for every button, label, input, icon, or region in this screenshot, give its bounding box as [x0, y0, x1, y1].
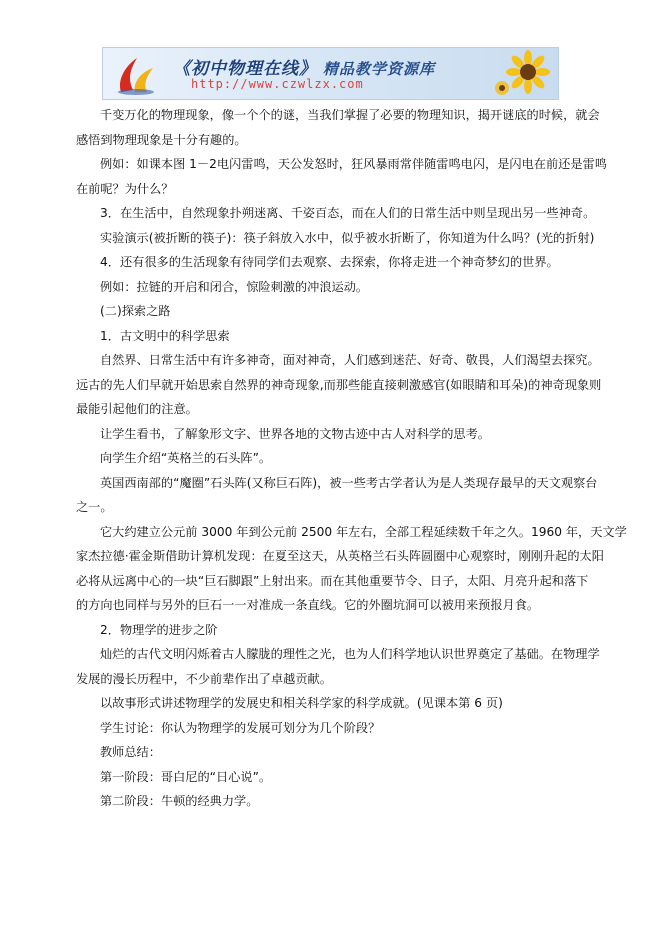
text-line: 家杰拉德·霍金斯借助计算机发现：在夏至这天，从英格兰石头阵圆圈中心观察时，刚刚升起的太阳: [76, 549, 604, 563]
text-line: 4．还有很多的生活现象有待同学们去观察、去探索，你将走进一个神奇梦幻的世界。: [100, 255, 559, 269]
banner-url: http://www.czwlzx.com: [191, 77, 364, 91]
text-line: 例如：如课本图 1－2电闪雷鸣，天公发怒时，狂风暴雨常伴随雷鸣电闪，是闪电在前还是雷鸣: [100, 157, 607, 171]
header-banner: [102, 47, 559, 100]
text-line: 2．物理学的进步之阶: [100, 622, 218, 637]
text-line: 自然界、日常生活中有许多神奇，面对神奇，人们感到迷茫、好奇、敬畏，人们渴望去探究。: [100, 353, 600, 367]
text-line: 之一。: [76, 500, 113, 514]
text-line: 发展的漫长历程中，不少前辈作出了卓越贡献。: [76, 671, 332, 686]
text-line: 教师总结：: [100, 745, 161, 759]
text-line: 千变万化的物理现象，像一个个的谜，当我们掌握了必要的物理知识，揭开谜底的时候，就会: [100, 108, 600, 122]
text-line: 灿烂的古代文明闪烁着古人朦胧的理性之光，也为人们科学地认识世界奠定了基础。在物理学: [100, 647, 600, 661]
text-line: 以故事形式讲述物理学的发展史和相关科学家的科学成就。(见课本第 6 页): [100, 696, 503, 710]
text-line: 在前呢？为什么？: [76, 181, 174, 196]
text-line: 远古的先人们早就开始思索自然界的神奇现象,而那些能直接刺激感官(如眼睛和耳朵)的神奇现象则: [76, 377, 602, 392]
text-line: 英国西南部的“魔圈”石头阵(又称巨石阵)，被一些考古学者认为是人类现存最早的天文观察台: [100, 475, 598, 490]
text-line: 向学生介绍“英格兰的石头阵”。: [100, 451, 272, 465]
text-line: 的方向也同样与另外的巨石一一对准成一条直线。它的外圈坑洞可以被用来预报月食。: [76, 598, 540, 612]
text-line: 学生讨论：你认为物理学的发展可划分为几个阶段？: [100, 720, 381, 735]
sunflower-icon: [492, 50, 552, 98]
document-body: [76, 103, 627, 814]
text-line: (二)探索之路: [100, 304, 171, 318]
banner-title-text: 《初中物理在线》: [173, 59, 317, 79]
text-line: 1．古文明中的科学思索: [100, 328, 230, 343]
text-line: 让学生看书，了解象形文字、世界各地的文物古迹中古人对科学的思考。: [100, 426, 490, 441]
banner-subtitle: 精品教学资源库: [323, 60, 436, 78]
text-line: 必将从远离中心的一块“巨石脚跟”上射出来。而在其他重要节令、日子，太阳、月亮升起和落下: [76, 573, 589, 588]
text-line: 感悟到物理现象是十分有趣的。: [76, 132, 247, 147]
text-line: 它大约建立公元前 3000 年到公元前 2500 年左右，全部工程延续数千年之久。1960 年，天文学: [100, 524, 627, 539]
site-logo-icon: [111, 52, 161, 96]
text-line: 第一阶段：哥白尼的“日心说”。: [100, 769, 272, 784]
text-line: 最能引起他们的注意。: [76, 402, 198, 416]
text-line: 3．在生活中，自然现象扑朔迷离、千姿百态，而在人们的日常生活中则呈现出另一些神奇。: [100, 206, 596, 220]
text-line: 例如：拉链的开启和闭合，惊险刺激的冲浪运动。: [100, 279, 369, 294]
text-line: 实验演示(被折断的筷子)：筷子斜放入水中，似乎被水折断了，你知道为什么吗？(光的折射): [100, 230, 595, 245]
text-line: 第二阶段：牛顿的经典力学。: [100, 794, 259, 808]
banner-title: [173, 54, 435, 79]
